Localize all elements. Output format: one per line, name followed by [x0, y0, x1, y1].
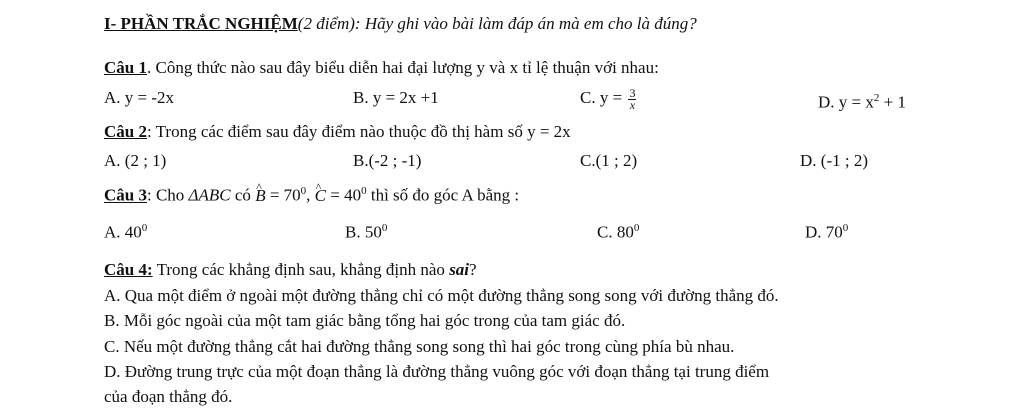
q1-option-d-exponent: 2 [873, 92, 880, 104]
q1-option-d-suffix: + 1 [879, 92, 906, 112]
q3-option-c-degree: 0 [633, 222, 640, 234]
question-3-options [0, 216, 1024, 240]
q3-option-b [345, 216, 387, 245]
q1-option-d-prefix: D. y = x [818, 92, 874, 112]
question-1-options [0, 86, 1024, 110]
question-1-label: Câu 1 [104, 58, 147, 77]
question-3-triangle: ΔABC [188, 185, 231, 205]
question-3-angle-b-degree: 0 [300, 185, 307, 197]
q4-option-c: C. Nếu một đường thẳng cắt hai đường thẳng song song thì hai góc trong cùng phía bù nhau. [104, 337, 735, 356]
question-3-text-post: thì số đo góc A bằng : [366, 185, 520, 205]
question-2 [104, 121, 571, 143]
section-title: I- PHẦN TRẮC NGHIỆM [104, 14, 298, 33]
question-3-comma: , [306, 185, 315, 205]
q1-option-c-fraction [628, 85, 636, 112]
question-1-text: . Công thức nào sau đây biểu diễn hai đại lượng y và x tỉ lệ thuận với nhau: [146, 58, 659, 77]
q4-option-a: A. Qua một điểm ở ngoài một đường thẳng chỉ có một đường thẳng song song với đường thẳng đó. [104, 286, 779, 305]
q3-option-b-text: B. 50 [345, 222, 382, 242]
q4-option-b: B. Mỗi góc ngoài của một tam giác bằng tổng hai góc trong của tam giác đó. [104, 311, 626, 330]
question-4-label: Câu 4: [104, 260, 153, 279]
q3-option-c [597, 216, 639, 245]
q1-option-c-numerator: 3 [629, 85, 636, 100]
q3-option-d-text: D. 70 [805, 222, 843, 242]
section-header [104, 13, 697, 35]
question-3 [104, 180, 519, 207]
question-2-label: Câu 2 [104, 122, 147, 141]
question-1 [104, 57, 659, 79]
q3-option-a [104, 216, 147, 245]
q1-option-c [580, 86, 636, 111]
q3-option-d-degree: 0 [842, 222, 849, 234]
q2-option-b: B.(-2 ; -1) [353, 151, 422, 170]
question-2-options [0, 149, 1024, 173]
question-3-angle-b: ^ B [255, 185, 265, 207]
q2-option-d: D. (-1 ; 2) [800, 151, 868, 170]
question-3-angle-c-value: = 40 [326, 185, 362, 205]
question-3-text-mid: có [230, 185, 256, 205]
question-4-text-post: ? [469, 260, 477, 279]
q3-option-d [805, 216, 848, 245]
q1-option-b: B. y = 2x +1 [353, 88, 439, 107]
question-3-text-pre: : Cho [146, 185, 189, 205]
q3-option-a-text: A. 40 [104, 222, 142, 242]
section-instruction: : Hãy ghi vào bài làm đáp án mà em cho là đúng? [354, 14, 697, 33]
question-2-text: : Trong các điểm sau đây điểm nào thuộc đồ thị hàm số y = 2x [146, 122, 571, 141]
question-4 [104, 259, 477, 281]
question-4-emphasis: sai [449, 260, 470, 279]
q2-option-a: A. (2 ; 1) [104, 151, 167, 170]
q1-option-a: A. y = -2x [104, 88, 175, 107]
section-points: (2 điểm) [297, 14, 355, 33]
q4-option-d-line2: của đoạn thẳng đó. [104, 387, 233, 406]
question-3-label: Câu 3 [104, 185, 147, 205]
question-3-angle-c-degree: 0 [361, 185, 367, 197]
question-4-text-pre: Trong các khẳng định sau, khẳng định nào [152, 260, 450, 279]
q2-option-c: C.(1 ; 2) [580, 151, 638, 170]
q1-option-c-prefix: C. y = [580, 88, 623, 107]
q4-option-d-line1: D. Đường trung trực của một đoạn thẳng là đường thẳng vuông góc với đoạn thẳng tại trung điểm [104, 362, 770, 381]
question-3-angle-c: ^ C [315, 185, 326, 207]
q3-option-a-degree: 0 [141, 222, 148, 234]
q1-option-c-denominator: x [629, 97, 636, 112]
question-3-angle-b-value: = 70 [265, 185, 301, 205]
q3-option-b-degree: 0 [381, 222, 388, 234]
q3-option-c-text: C. 80 [597, 222, 634, 242]
q1-option-d [818, 86, 906, 115]
